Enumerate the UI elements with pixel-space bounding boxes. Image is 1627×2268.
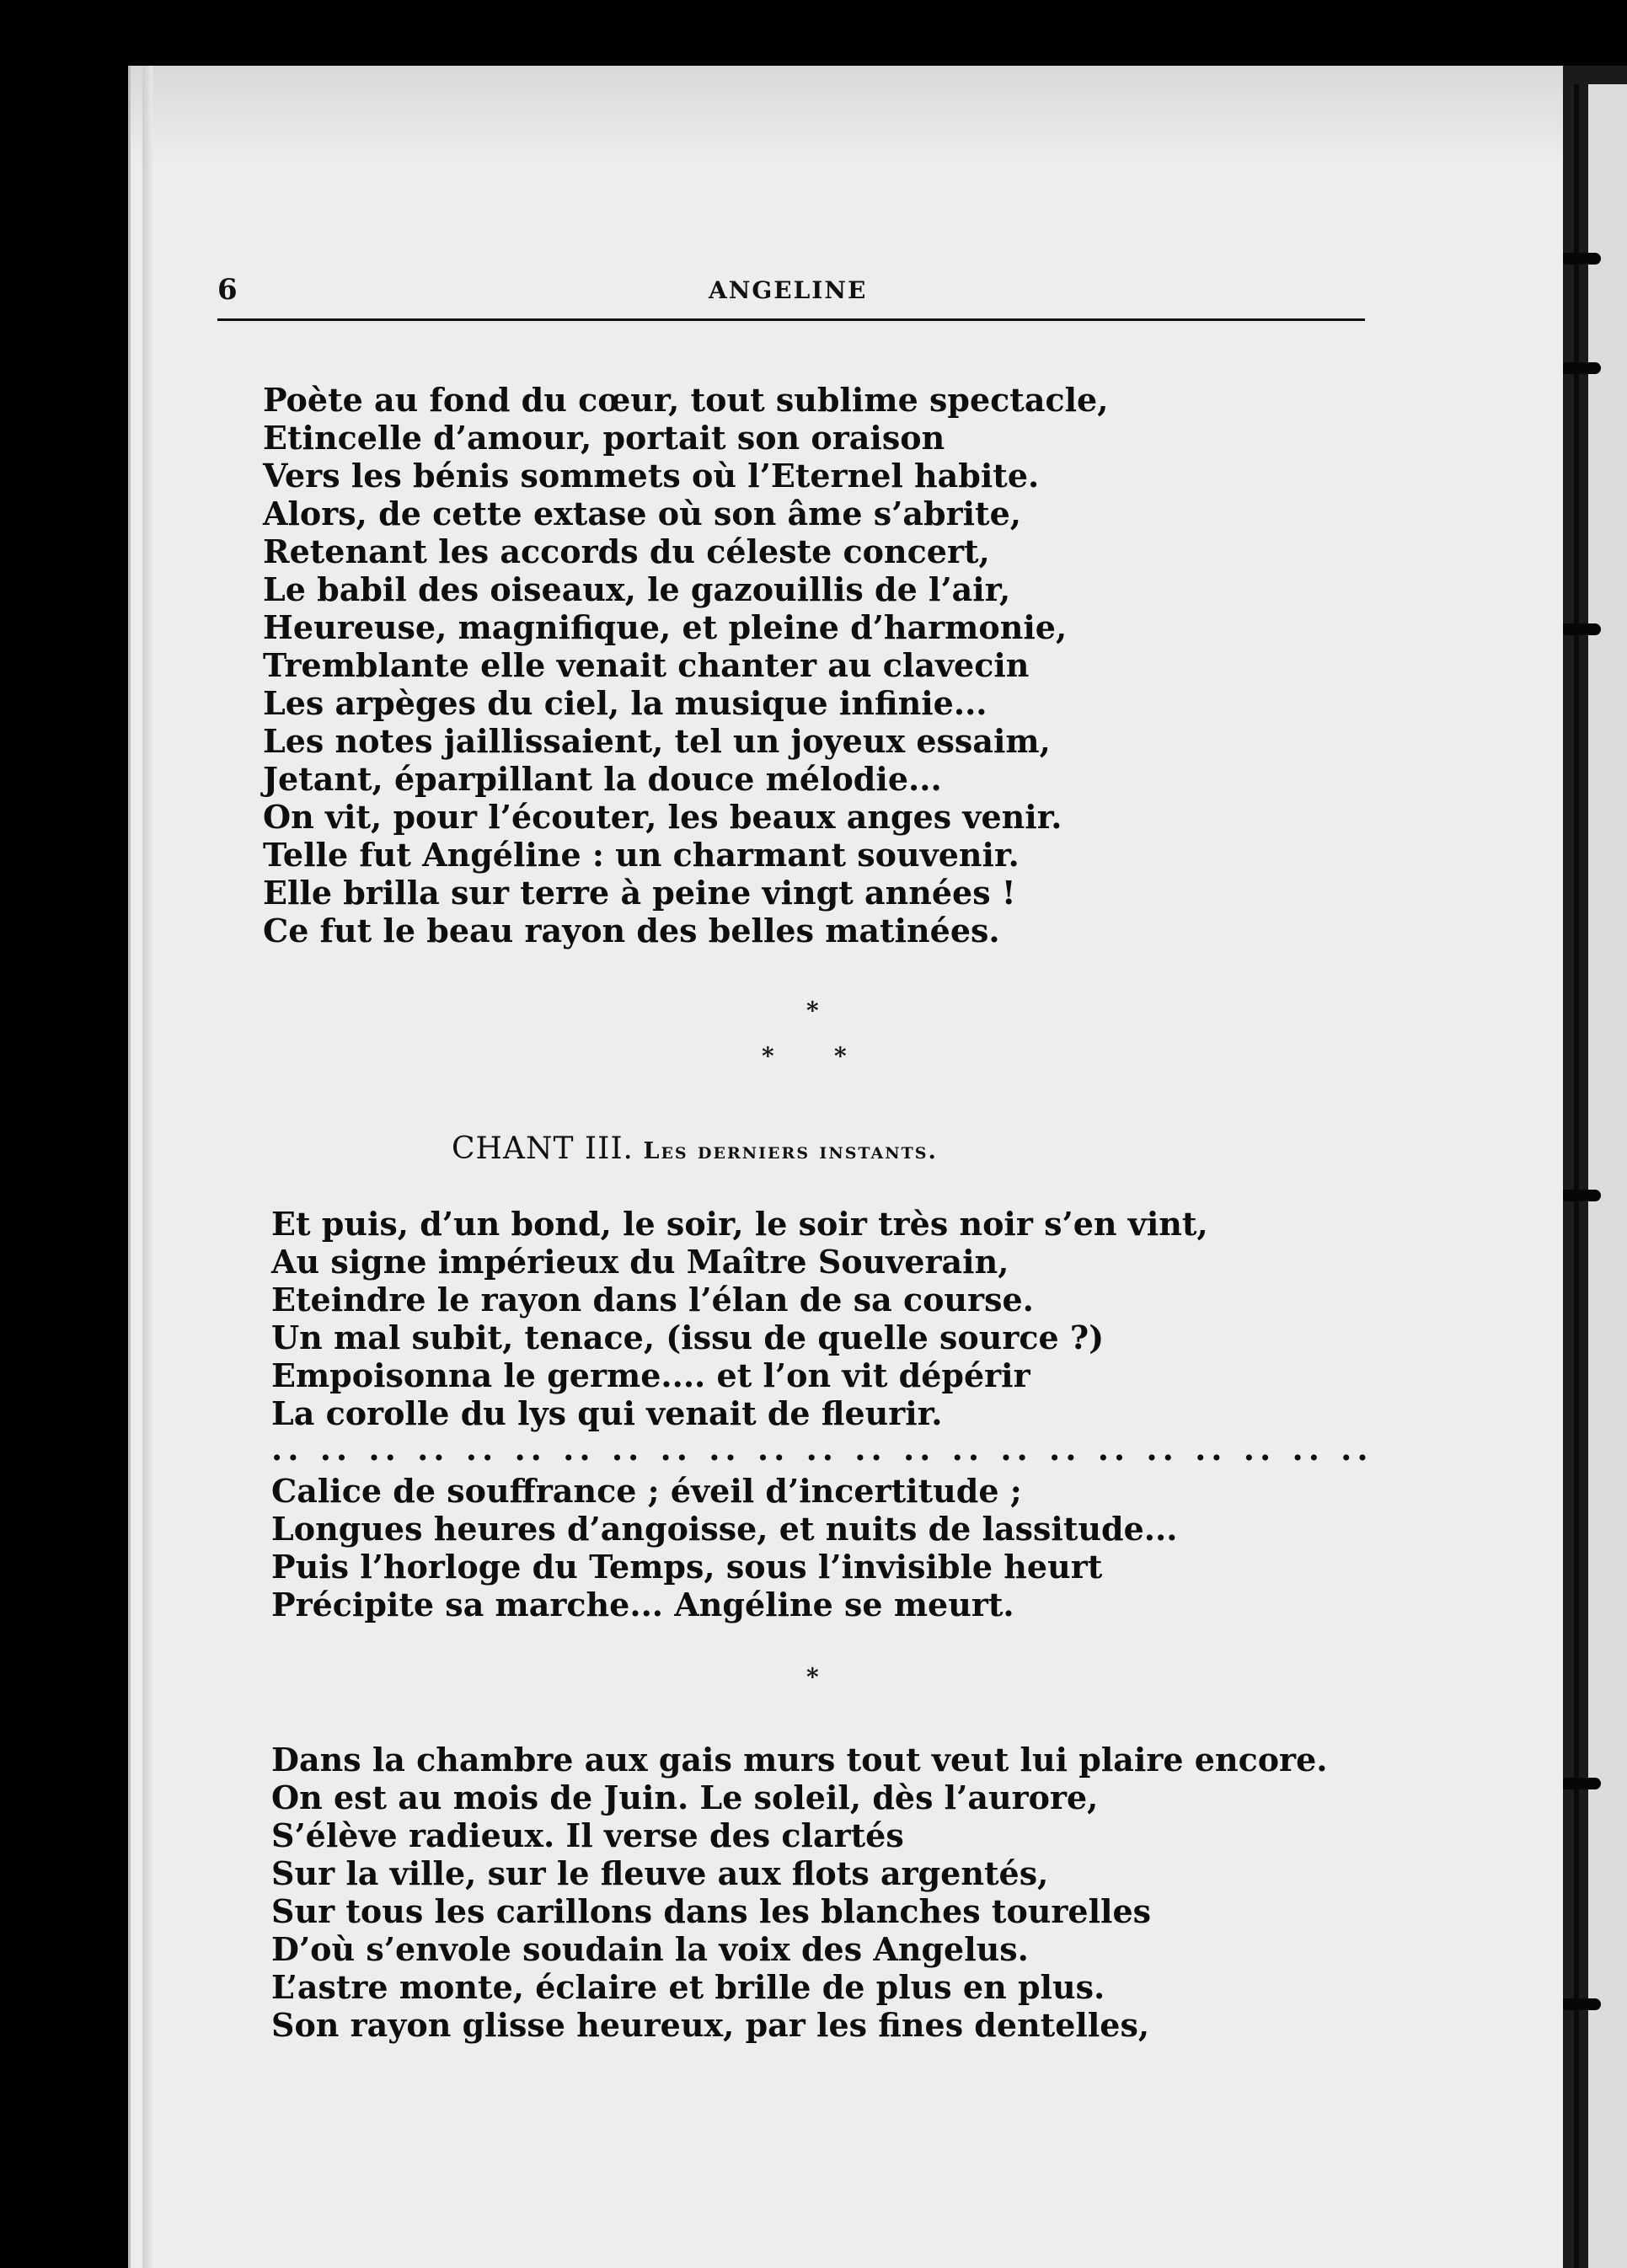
asterism-star-left: * bbox=[762, 1042, 774, 1070]
verse-line: Elle brilla sur terre à peine vingt années ! bbox=[263, 874, 1016, 912]
verse-line: Jetant, éparpillant la douce mélodie... bbox=[263, 760, 942, 798]
verse-line: Et puis, d’un bond, le soir, le soir très noir s’en vint, bbox=[271, 1205, 1208, 1243]
verse-line: Son rayon glisse heureux, par les fines dentelles, bbox=[271, 2006, 1150, 2044]
verse-line: On est au mois de Juin. Le soleil, dès l’aurore, bbox=[271, 1779, 1099, 1816]
facing-page-edge bbox=[1588, 84, 1627, 2268]
verse-line: Les notes jaillissaient, tel un joyeux essaim, bbox=[263, 722, 1051, 760]
verse-line: Tremblante elle venait chanter au clavecin bbox=[263, 646, 1030, 684]
running-title: ANGELINE bbox=[709, 276, 868, 304]
asterism-star-top: * bbox=[806, 997, 819, 1024]
verse-line: D’où s’envole soudain la voix des Angelus. bbox=[271, 1930, 1029, 1968]
binding-stitch bbox=[1560, 1998, 1601, 2010]
verse-line: Calice de souffrance ; éveil d’incertitude ; bbox=[271, 1472, 1022, 1510]
verse-line: L’astre monte, éclaire et brille de plus en plus. bbox=[271, 1968, 1105, 2006]
stanza-three bbox=[271, 1472, 1177, 1623]
verse-line: Le babil des oiseaux, le gazouillis de l’air, bbox=[263, 570, 1011, 608]
binding-stitch bbox=[1560, 362, 1601, 374]
verse-line: Telle fut Angéline : un charmant souvenir. bbox=[263, 836, 1020, 874]
verse-line: Au signe impérieux du Maître Souverain, bbox=[271, 1243, 1009, 1281]
verse-line: Dans la chambre aux gais murs tout veut lui plaire encore. bbox=[271, 1741, 1328, 1779]
verse-line: Longues heures d’angoisse, et nuits de lassitude... bbox=[271, 1510, 1178, 1548]
verse-line: On vit, pour l’écouter, les beaux anges venir. bbox=[263, 798, 1062, 836]
verse-line: Vers les bénis sommets où l’Eternel habite. bbox=[263, 457, 1040, 495]
dot-leader: .. .. .. .. .. .. .. .. .. .. .. .. .. .. .. .. .. .. .. .. .. .. .. bbox=[271, 1430, 1373, 1468]
binding-thread bbox=[1574, 84, 1579, 2268]
verse-line: Les arpèges du ciel, la musique infinie... bbox=[263, 684, 987, 722]
page-fold bbox=[142, 66, 153, 2268]
stanza-four bbox=[271, 1741, 1327, 2044]
verse-line: Alors, de cette extase où son âme s’abrite, bbox=[263, 495, 1022, 532]
binding-stitch bbox=[1560, 623, 1601, 635]
binding-stitch bbox=[1560, 1190, 1601, 1201]
chant-number: CHANT III. bbox=[452, 1131, 634, 1166]
page-number: 6 bbox=[217, 273, 238, 307]
verse-line: La corolle du lys qui venait de fleurir. bbox=[271, 1394, 943, 1432]
asterism-star-right: * bbox=[834, 1042, 847, 1070]
verse-line: Etincelle d’amour, portait son oraison bbox=[263, 419, 945, 457]
page-shading bbox=[131, 66, 1563, 167]
chant-heading bbox=[452, 1131, 938, 1166]
verse-line: Ce fut le beau rayon des belles matinées. bbox=[263, 912, 1000, 949]
verse-line: Heureuse, magnifique, et pleine d’harmonie, bbox=[263, 608, 1068, 646]
verse-line: Eteindre le rayon dans l’élan de sa course. bbox=[271, 1281, 1034, 1319]
verse-line: Empoisonna le germe.... et l’on vit dépérir bbox=[271, 1356, 1030, 1394]
stanza-one bbox=[263, 381, 1108, 949]
verse-line: Précipite sa marche... Angéline se meurt. bbox=[271, 1586, 1014, 1623]
verse-line: Sur la ville, sur le fleuve aux flots argentés, bbox=[271, 1854, 1049, 1892]
verse-line: Sur tous les carillons dans les blanches tourelles bbox=[271, 1892, 1152, 1930]
header-rule bbox=[217, 318, 1365, 321]
verse-line: Poète au fond du cœur, tout sublime spectacle, bbox=[263, 381, 1109, 419]
binding-stitch bbox=[1560, 1778, 1601, 1789]
section-star: * bbox=[806, 1663, 819, 1691]
verse-line: S’élève radieux. Il verse des clartés bbox=[271, 1816, 904, 1854]
verse-line: Retenant les accords du céleste concert, bbox=[263, 532, 990, 570]
verse-line: Un mal subit, tenace, (issu de quelle source ?) bbox=[271, 1319, 1105, 1356]
binding-stitch bbox=[1560, 253, 1601, 265]
stanza-two bbox=[271, 1205, 1208, 1432]
page-header bbox=[217, 268, 1365, 318]
chant-title: Les derniers instants. bbox=[643, 1138, 938, 1164]
verse-line: Puis l’horloge du Temps, sous l’invisible heurt bbox=[271, 1548, 1103, 1586]
